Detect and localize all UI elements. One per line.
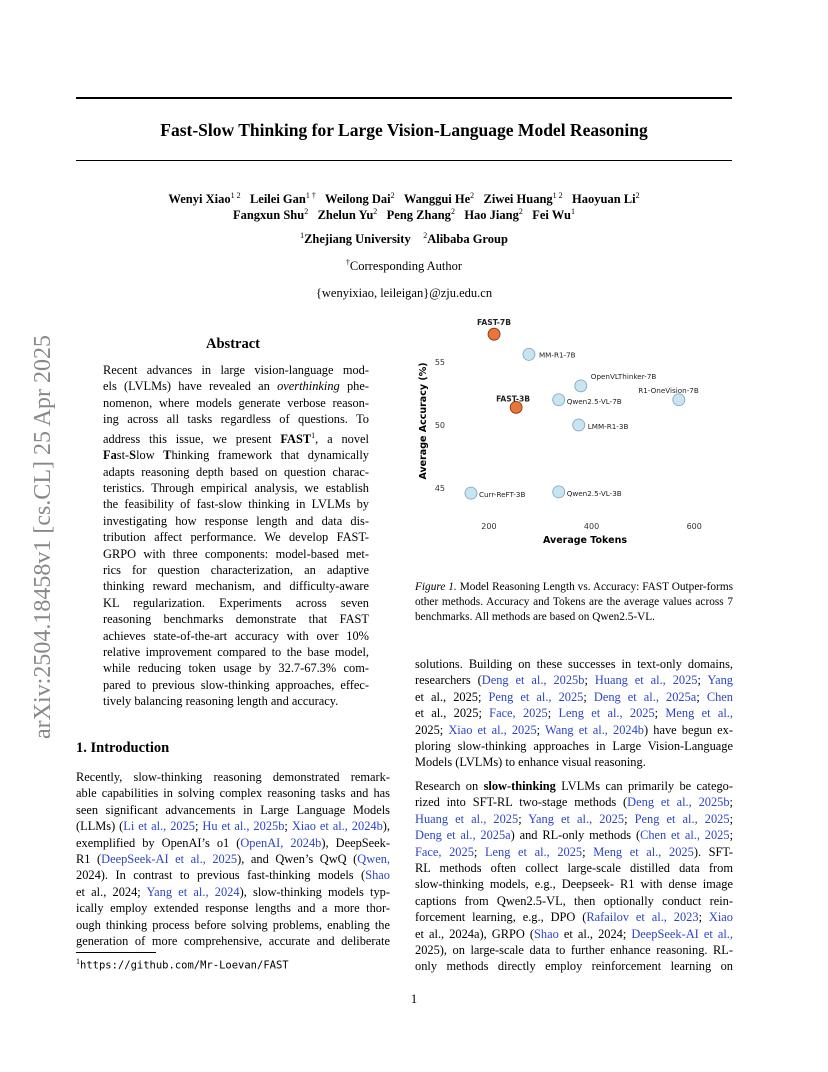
text-line: while reducing token usage by 32.7-67.3% com- [103, 661, 369, 676]
text-line: ploring slow-thinking approaches in Large Vision-Language [415, 739, 733, 754]
data-point-label: LMM-R1-3B [587, 422, 629, 431]
text-line: Research on slow-thinking LVLMs can primarily be catego- [415, 779, 734, 793]
footnote-link[interactable]: https://github.com/Mr-Loevan/FAST [80, 959, 289, 972]
text-line: only methods directly employ reinforcement learning on [415, 959, 733, 974]
author-name: Wenyi Xiao [168, 192, 231, 207]
text-line: Huang et al., 2025; Yang et al., 2025; Peng et al., 2025; [415, 811, 734, 826]
text-line: ing across all tasks regardless of questions. To [103, 412, 369, 427]
text-line: rized into SFT-RL two-stage methods (Deng et al., 2025b; [415, 795, 733, 810]
text-line: et al., 2025; Peng et al., 2025; Deng et al., 2025a; Chen [415, 689, 733, 704]
author-name: Hao Jiang [464, 208, 519, 223]
text-line: generation of more comprehensive, accurate and deliberate [76, 934, 390, 949]
data-point-label: Qwen2.5-VL-7B [566, 396, 622, 406]
author-name: Haoyuan Li [572, 192, 636, 207]
section-heading-introduction: 1. Introduction [76, 740, 170, 756]
text-line: pared to previous slow-thinking approaches, effec- [103, 677, 369, 692]
text-line: slow-thinking models, e.g., Deepseek- R1 with dense image [415, 877, 733, 892]
data-point [575, 380, 587, 392]
author-name: Fangxun Shu [232, 208, 305, 223]
data-point-label: MM-R1-7B [538, 350, 576, 360]
text-line: R1 (DeepSeek-AI et al., 2025), and Qwen’s QwQ (Qwen, [76, 852, 390, 867]
page-number: 1 [410, 992, 418, 1006]
text-line: the feasibility of fast-slow thinking in LVLMs by [103, 497, 369, 512]
data-point-label: FAST-7B [477, 318, 512, 328]
author-name: Wanggui He [403, 192, 471, 207]
text-line: tribution affect performance. We develop FAST- [103, 530, 369, 545]
text-line: (LLMs) (Li et al., 2025; Hu et al., 2025b; Xiao et al., 2024b), [76, 819, 391, 834]
text-line: Face, 2025; Leng et al., 2025; Meng et al., 2025). SFT- [415, 844, 733, 859]
arxiv-identifier: arXiv:2504.18458v1 [cs.CL] 25 Apr 2025 [30, 335, 56, 739]
text-line: GRPO with three components: model-based met- [103, 546, 369, 561]
author-list-line-1: Wenyi Xiao$^{1 2}$ Leilei Gan$^{1 \dagger}$ Weilong Dai$^2$ Wanggui He$^2$ Ziwei Huang$^{1 2}$ Haoyuan Li$^2$ [168, 191, 640, 207]
data-point [523, 348, 535, 360]
text-line: seen significant advancements in Large Language Models [76, 802, 390, 817]
text-line: RL methods often collect large-scale distilled data from [415, 861, 733, 876]
text-line: teristics. Through empirical analysis, we establish [103, 480, 369, 495]
paper-title: Fast-Slow Thinking for Large Vision-Language Model Reasoning [160, 120, 648, 140]
text-line: researchers (Deng et al., 2025b; Huang et al., 2025; Yang [415, 673, 733, 688]
text-line: nomenon, where models generate verbose reason- [103, 395, 369, 410]
data-point [673, 394, 685, 406]
text-line: 2025; Xiao et al., 2025; Wang et al., 2024b) have begun ex- [415, 722, 733, 737]
text-line: thinking reward mechanism, and difficulty-aware [103, 579, 369, 594]
right-column-paragraph-2 [415, 778, 733, 975]
figure-caption: Figure 1. Model Reasoning Length vs. Accuracy: FAST Outper-forms other methods. Accuracy and Tokens are the average values across 7 benchmarks. All methods are based on Qwen2.5-VL. [415, 581, 733, 624]
text-line: rics for question characterization, an adaptive [103, 563, 369, 577]
data-point [553, 486, 565, 498]
data-point-label: FAST-3B [496, 394, 531, 404]
affiliations: $^1$Zhejiang University $^2$Alibaba Group [300, 231, 508, 247]
text-line: captions from Qwen2.5-VL, then optionally conduct rein- [415, 893, 733, 908]
author-list-line-2: Fangxun Shu$^2$ Zhelun Yu$^2$ Peng Zhang$^2$ Hao Jiang$^2$ Fei Wu$^1$ [232, 207, 576, 223]
y-axis-label: Average Accuracy (%) [418, 362, 429, 480]
abstract-body [103, 362, 369, 710]
data-point [573, 419, 585, 431]
reasoning-length-vs-accuracy-chart [413, 318, 735, 550]
author-emails: {wenyixiao, leileigan}@zju.edu.cn [315, 286, 493, 300]
text-line: 2024). In contrast to previous fast-thinking models (Shao [76, 868, 390, 883]
text-line: solutions. Building on these successes in text-only domains, [415, 657, 733, 671]
abstract-heading: Abstract [206, 336, 260, 352]
introduction-body [76, 769, 390, 949]
y-tick-label: 45 [434, 484, 445, 494]
text-line: relative improvement compared to the base model, [103, 645, 369, 660]
top-rule [76, 97, 732, 99]
text-line: Fast-Slow Thinking framework that dynamically [103, 448, 369, 463]
text-line: Recent advances in large vision-language mod- [103, 363, 369, 377]
text-line: els (LVLMs) have revealed an overthinking phe- [103, 379, 369, 394]
text-line: Recently, slow-thinking reasoning demonstrated remark- [76, 770, 390, 784]
text-line: able capabilities in solving complex reasoning tasks and has [76, 786, 390, 801]
text-line: exemplified by OpenAI’s o1 (OpenAI, 2024b), DeepSeek- [76, 835, 390, 850]
footnote: $^1$https://github.com/Mr-Loevan/FAST [76, 957, 289, 972]
text-line: forcement learning, e.g., DPO (Rafailov et al., 2023; Xiao [415, 910, 733, 925]
text-line: tively balancing reasoning length and accuracy. [103, 694, 339, 709]
x-tick-label: 400 [583, 522, 600, 531]
text-line: Deng et al., 2025a) and RL-only methods (Chen et al., 2025; [415, 828, 734, 843]
author-name: Ziwei Huang [483, 192, 553, 207]
data-point [465, 487, 477, 499]
title-rule [76, 160, 732, 161]
text-line: et al., 2024a), GRPO (Shao et al., 2024; DeepSeek-AI et al., [415, 926, 733, 941]
text-line: achieves state-of-the-art accuracy with over 10% [103, 628, 369, 643]
right-column-paragraph-1 [415, 656, 733, 771]
x-axis-label: Average Tokens [543, 535, 627, 546]
footnote-rule [76, 952, 156, 953]
text-line: adapts reasoning depth based on question charac- [103, 464, 369, 479]
x-tick-label: 200 [481, 522, 497, 531]
text-line: et al., 2024; Yang et al., 2024), slow-thinking models typ- [76, 884, 390, 899]
author-name: Zhelun Yu [317, 208, 374, 223]
author-name: Peng Zhang [386, 208, 451, 223]
corresponding-author-note: †Corresponding Author [345, 258, 463, 274]
data-point-label: Curr-ReFT-3B [478, 490, 526, 500]
text-line: reasoning benchmarks demonstrate that FAST [103, 612, 369, 627]
data-point [553, 394, 565, 406]
text-line: investigating how response length and data dis- [103, 513, 369, 528]
text-line: 2025), on large-scale data to further enhance reasoning. RL- [415, 943, 733, 958]
author-name: Weilong Dai [325, 192, 391, 207]
text-line: et al., 2025; Face, 2025; Leng et al., 2025; Meng et al., [415, 706, 733, 721]
author-name: Leilei Gan [249, 192, 306, 207]
text-line: Models (LVLMs) to enhance visual reasoning. [415, 755, 646, 770]
y-tick-label: 55 [434, 357, 445, 367]
author-name: Fei Wu [532, 208, 572, 223]
data-point [488, 328, 500, 340]
y-tick-label: 50 [434, 421, 445, 430]
text-line: ough thinking process before solving problems, enabling the [76, 917, 390, 932]
data-point-label: Qwen2.5-VL-3B [566, 488, 622, 498]
text-line: address this issue, we present FAST$^1$, a novel [103, 430, 369, 446]
data-point-label: OpenVLThinker-7B [590, 371, 657, 381]
data-point-label: R1-OneVision-7B [638, 385, 699, 395]
x-tick-label: 600 [686, 522, 702, 531]
text-line: ically employ extended response lengths and a more thor- [76, 901, 390, 916]
text-line: KL regularization. Experiments across seven [103, 595, 369, 610]
